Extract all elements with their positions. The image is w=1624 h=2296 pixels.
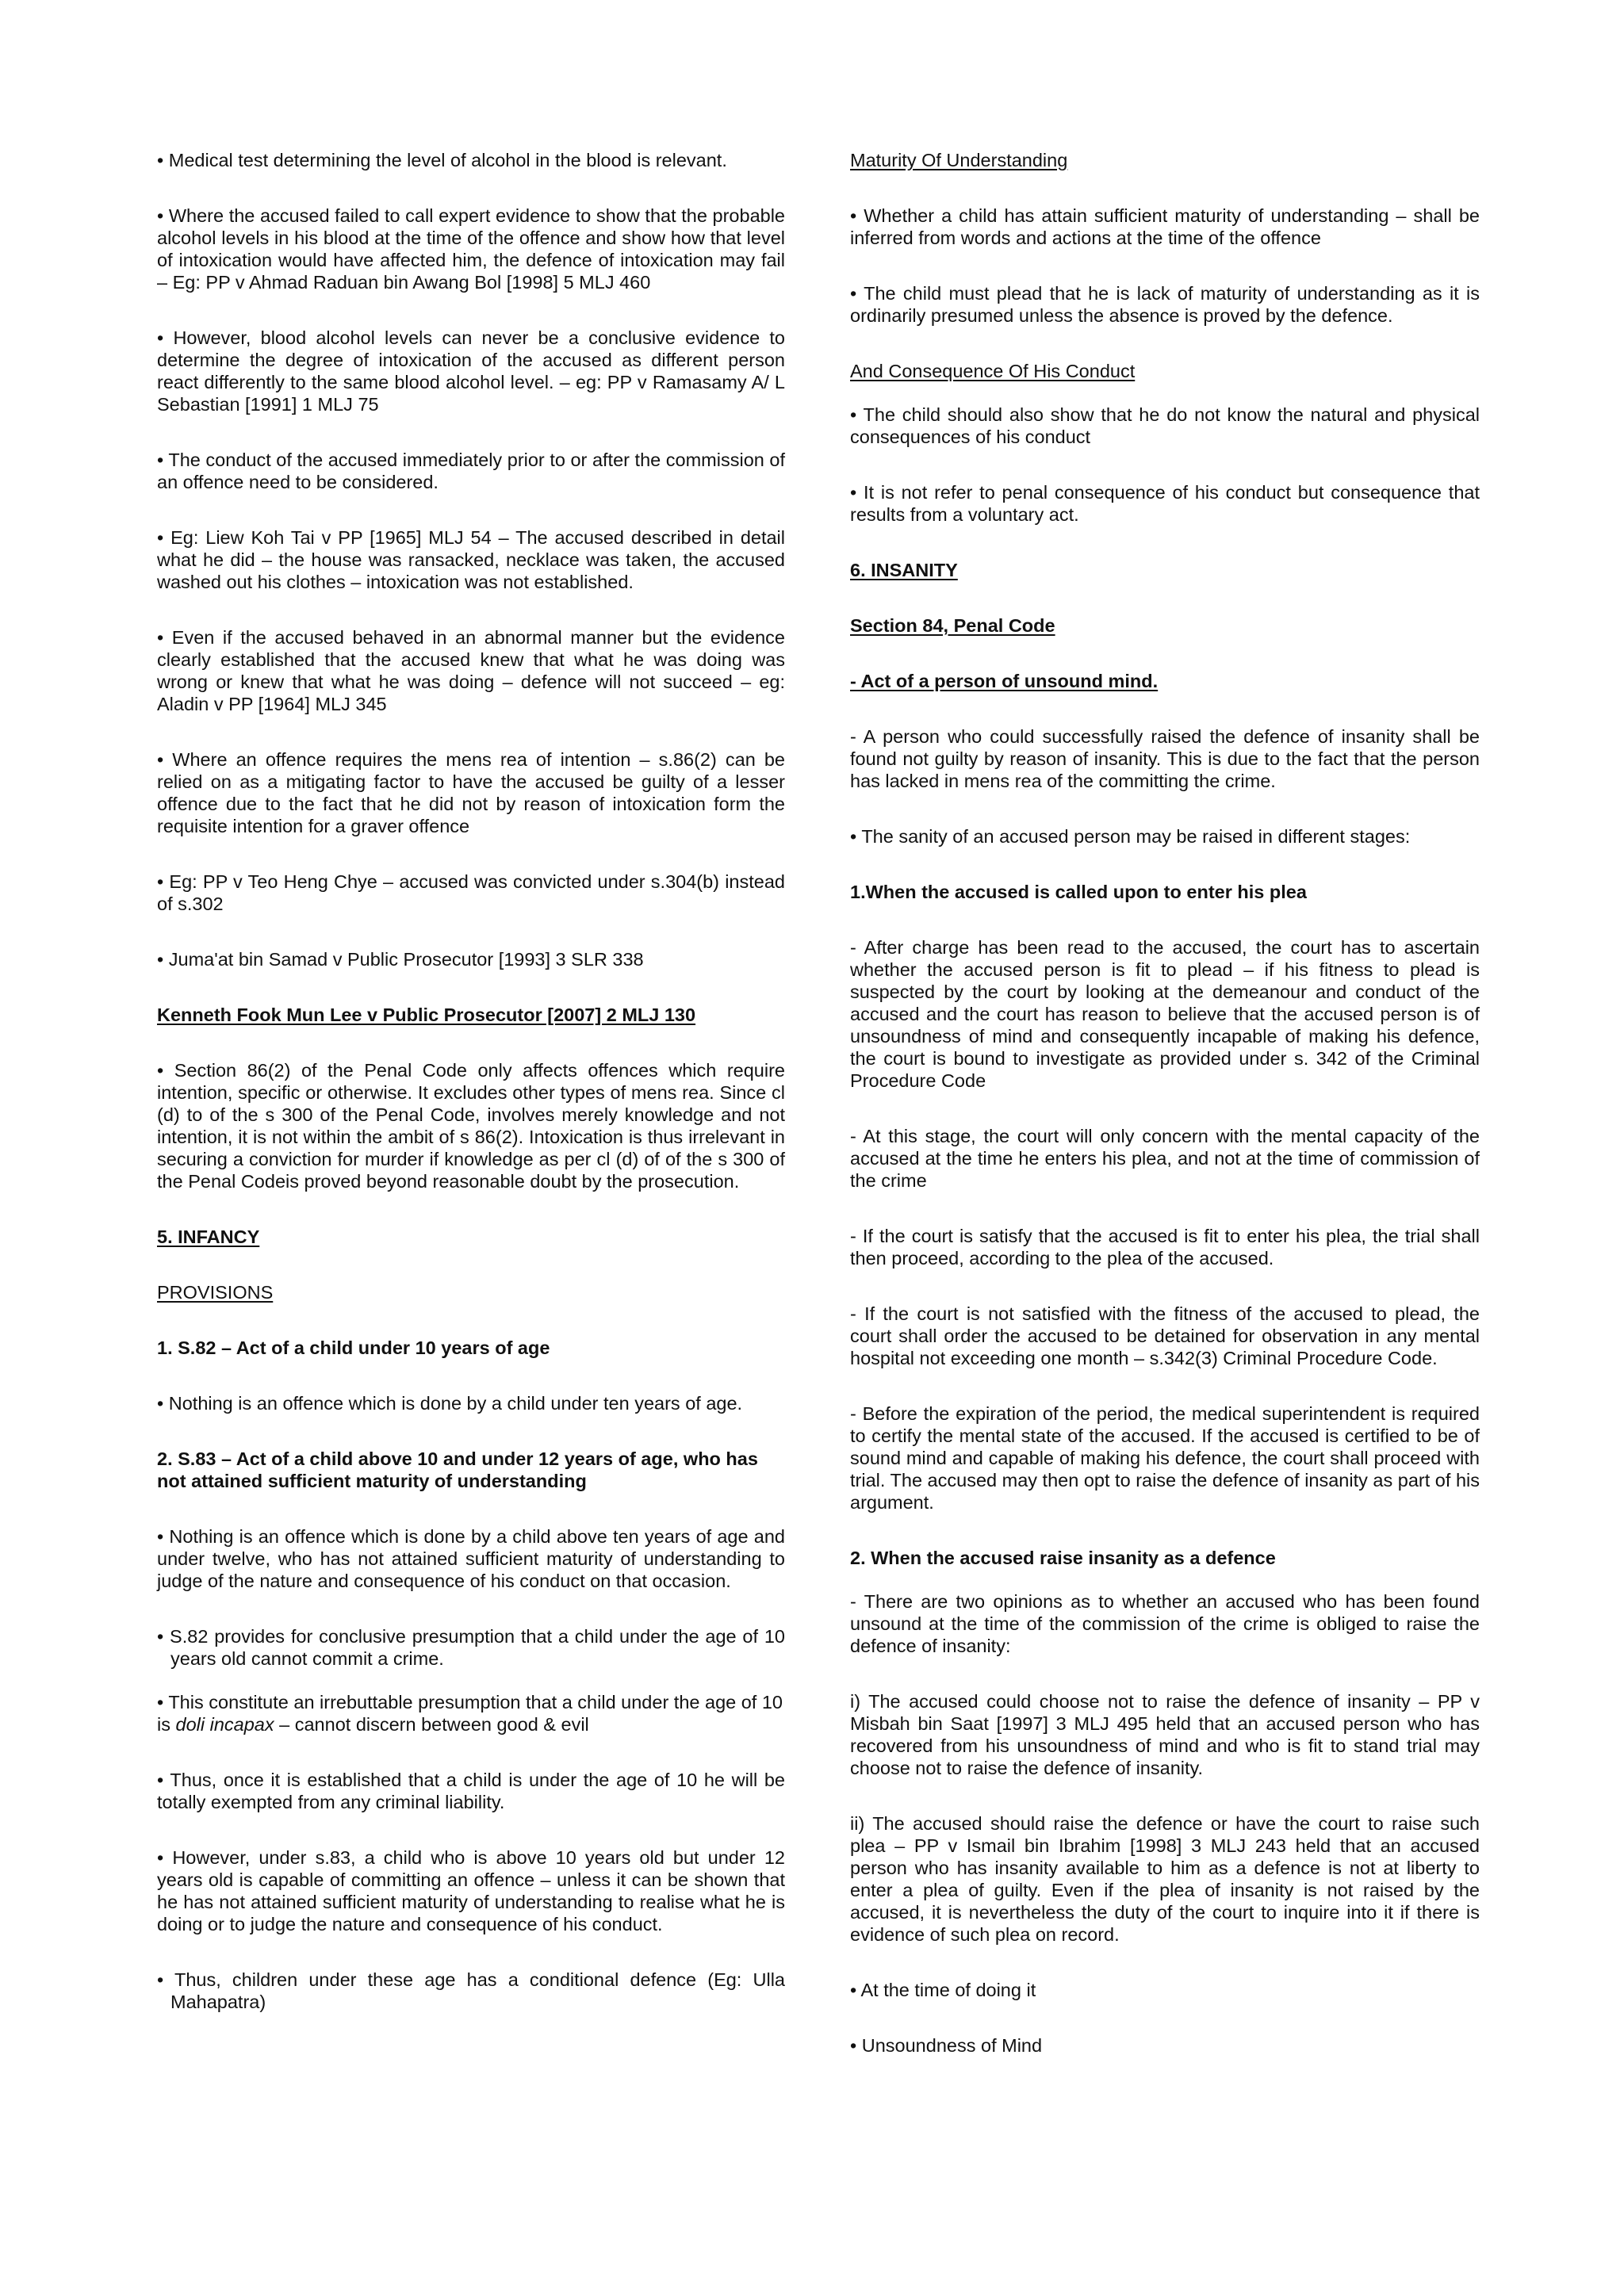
paragraph-whether-a-child-has-attain-sufficient-ma	[850, 205, 1480, 249]
text: 2. S.83 – Act of a child above 10 and under 12 years of age, who has not attained sufficient maturity of understanding	[157, 1448, 758, 1491]
text: PROVISIONS	[157, 1282, 274, 1303]
text: • Thus, once it is established that a child is under the age of 10 he will be totally exempted from any criminal liability.	[157, 1770, 785, 1812]
text: • Whether a child has attain sufficient maturity of understanding – shall be inferred from words and actions at the time of the offence	[850, 205, 1480, 248]
text: • It is not refer to penal consequence of his conduct but consequence that results from a voluntary act.	[850, 482, 1480, 525]
paragraph-thus-once-it-is-established-that-a-child	[157, 1769, 785, 1813]
paragraph-after-charge-has-been-read-to-the-accuse	[850, 936, 1480, 1092]
paragraph-nothing-is-an-offence-which-is-done-by-a	[157, 1392, 785, 1414]
text: i) The accused could choose not to raise the defence of insanity – PP v Misbah bin Saat [1997] 3 MLJ 495 held that an accused person who has recovered from his unsoundness of mind and who is fit to stand trial may choose not to raise the defence of insanity.	[850, 1691, 1480, 1778]
text: - After charge has been read to the accused, the court has to ascertain whether the accused person is fit to plead – if his fitness to plead is suspected by the court by looking at the demeanour and conduct of the accused and the court has reason to believe that the accused person is of unsoundness of mind and consequently incapable of making his defence, the court is bound to investigate as provided under s. 342 of the Criminal Procedure Code	[850, 937, 1480, 1091]
heading-section-84-penal-code	[850, 614, 1480, 637]
text: • Where an offence requires the mens rea of intention – s.86(2) can be relied on as a mitigating factor to have the accused be guilty of a lesser offence due to the fact that he did not by reason of intoxication form the requisite intention for a graver offence	[157, 749, 785, 836]
heading-2-s-83-act-of-a-child-above-10-and-under	[157, 1448, 785, 1492]
text: • Unsoundness of Mind	[850, 2035, 1043, 2056]
heading-6-insanity	[850, 559, 1480, 581]
left-column	[157, 149, 785, 2046]
text: • Medical test determining the level of alcohol in the blood is relevant.	[157, 150, 727, 170]
paragraph-the-child-should-also-show-that-he-do-no	[850, 404, 1480, 448]
text: • S.82 provides for conclusive presumption that a child under the age of 10 years old cannot commit a crime.	[157, 1626, 785, 1669]
text: • The sanity of an accused person may be raised in different stages:	[850, 826, 1411, 847]
text: • At the time of doing it	[850, 1980, 1036, 2000]
text: ii) The accused should raise the defence or have the court to raise such plea – PP v Ismail bin Ibrahim [1998] 3 MLJ 243 held that an accused person who has insanity available to him as a defence is not at liberty to enter a plea of guilty. Even if the plea of insanity is not raised by the accused, it is nevertheless the duty of the court to inquire into it if there is evidence of such plea on record.	[850, 1813, 1480, 1945]
text: • The child should also show that he do not know the natural and physical consequences of his conduct	[850, 404, 1480, 447]
paragraph-even-if-the-accused-behaved-in-an-abnorm	[157, 626, 785, 715]
text: • Eg: PP v Teo Heng Chye – accused was convicted under s.304(b) instead of s.302	[157, 871, 785, 914]
text: • Section 86(2) of the Penal Code only affects offences which require intention, specific or otherwise. It excludes other types of mens rea. Since cl (d) to of the s 300 of the Penal Code, involves merely knowledge and not intention, it is not within the ambit of s 86(2). Intoxication is thus irrelevant in securing a conviction for murder if knowledge as per cl (d) of of the s 300 of the Penal Codeis proved beyond reasonable doubt by the prosecution.	[157, 1060, 785, 1192]
heading-1-when-the-accused-is-called-upon-to-ent	[850, 881, 1480, 903]
paragraph-i-the-accused-could-choose-not-to-raise-	[850, 1690, 1480, 1779]
text: • Even if the accused behaved in an abnormal manner but the evidence clearly established that the accused knew that what he was doing was wrong or knew that what he was doing – defence will not succeed – eg: Aladin v PP [1964] MLJ 345	[157, 627, 785, 714]
paragraph-thus-children-under-these-age-has-a-cond	[157, 1969, 785, 2013]
text: - Act of a person of unsound mind.	[850, 671, 1159, 691]
paragraph-s-82-provides-for-conclusive-presumption	[157, 1625, 785, 1670]
paragraph-ii-the-accused-should-raise-the-defence-	[850, 1812, 1480, 1946]
paragraph-medical-test-determining-the-level-of-al	[157, 149, 785, 171]
paragraph-at-this-stage-the-court-will-only-concer	[850, 1125, 1480, 1192]
paragraph-at-the-time-of-doing-it	[850, 1979, 1480, 2001]
subheading-maturity-of-understanding	[850, 149, 1480, 171]
paragraph-the-child-must-plead-that-he-is-lack-of-	[850, 282, 1480, 327]
text: • Juma'at bin Samad v Public Prosecutor [1993] 3 SLR 338	[157, 949, 644, 970]
text: • The child must plead that he is lack of maturity of understanding as it is ordinarily presumed unless the absence is proved by the defence.	[850, 283, 1480, 326]
text: - If the court is satisfy that the accused is fit to enter his plea, the trial shall then proceed, according to the plea of the accused.	[850, 1226, 1480, 1269]
text: • Nothing is an offence which is done by a child under ten years of age.	[157, 1393, 743, 1414]
paragraph-nothing-is-an-offence-which-is-done-by-a	[157, 1525, 785, 1592]
text: • Thus, children under these age has a conditional defence (Eg: Ulla Mahapatra)	[157, 1969, 785, 2012]
doli-incapax-term: doli incapax	[175, 1714, 274, 1735]
subheading-and-consequence-of-his-conduct	[850, 360, 1480, 382]
text: • The conduct of the accused immediately prior to or after the commission of an offence need to be considered.	[157, 450, 785, 492]
paragraph-if-the-court-is-not-satisfied-with-the-f	[850, 1303, 1480, 1369]
text: - Before the expiration of the period, the medical superintendent is required to certify the mental state of the accused. If the accused is certified to be of sound mind and capable of making his defence, the court shall proceed with trial. The accused may then opt to raise the defence of insanity as part of his argument.	[850, 1403, 1480, 1513]
paragraph-a-person-who-could-successfully-raised-t	[850, 725, 1480, 792]
paragraph-there-are-two-opinions-as-to-whether-an-	[850, 1590, 1480, 1657]
text: 2. When the accused raise insanity as a defence	[850, 1548, 1276, 1568]
text: Maturity Of Understanding	[850, 150, 1068, 170]
heading-kenneth-fook-mun-lee-v-public-prosecutor	[157, 1004, 785, 1026]
text: - At this stage, the court will only concern with the mental capacity of the accused at the time he enters his plea, and not at the time of commission of the crime	[850, 1126, 1480, 1191]
text: 5. INFANCY	[157, 1226, 260, 1247]
text: Kenneth Fook Mun Lee v Public Prosecutor [2007] 2 MLJ 130	[157, 1004, 696, 1025]
doli-text-after: – cannot discern between good & evil	[274, 1714, 589, 1735]
right-column	[850, 149, 1480, 2090]
text: • Eg: Liew Koh Tai v PP [1965] MLJ 54 – The accused described in detail what he did – the house was ransacked, necklace was taken, the accused washed out his clothes – intoxication was not established.	[157, 527, 785, 592]
paragraph-eg-pp-v-teo-heng-chye-accused-was-convic	[157, 871, 785, 915]
text: - A person who could successfully raised the defence of insanity shall be found not guilty by reason of insanity. This is due to the fact that the person has lacked in mens rea of the committing the crime.	[850, 726, 1480, 791]
paragraph-where-an-offence-requires-the-mens-rea-o	[157, 748, 785, 837]
heading-5-infancy	[157, 1226, 785, 1248]
text: • However, blood alcohol levels can never be a conclusive evidence to determine the degree of intoxication of the accused as different person react differently to the same blood alcohol level. – eg: PP v Ramasamy A/ L Sebastian [1991] 1 MLJ 75	[157, 327, 785, 415]
paragraph-before-the-expiration-of-the-period-the-	[850, 1402, 1480, 1513]
paragraph-unsoundness-of-mind	[850, 2034, 1480, 2057]
doli-text-before: • This constitute an irrebuttable presumption that a child under the age of 10 is	[157, 1692, 783, 1735]
paragraph-eg-liew-koh-tai-v-pp-1965-mlj-54-the-acc	[157, 526, 785, 593]
heading-1-s-82-act-of-a-child-under-10-years-of-	[157, 1337, 785, 1359]
text: 6. INSANITY	[850, 560, 958, 580]
text: • However, under s.83, a child who is above 10 years old but under 12 years old is capable of committing an offence – unless it can be shown that he has not attained sufficient maturity of understanding to realise what he is doing or to judge the nature and consequence of his conduct.	[157, 1847, 785, 1934]
text: • Where the accused failed to call expert evidence to show that the probable alcohol levels in his blood at the time of the offence and show how that level of intoxication would have affected him, the defence of intoxication may fail – Eg: PP v Ahmad Raduan bin Awang Bol [1998] 5 MLJ 460	[157, 205, 785, 293]
text: 1.When the accused is called upon to enter his plea	[850, 882, 1307, 902]
subheading-provisions	[157, 1281, 785, 1303]
paragraph-the-conduct-of-the-accused-immediately-p	[157, 449, 785, 493]
text: • Nothing is an offence which is done by a child above ten years of age and under twelve, who has not attained sufficient maturity of understanding to judge of the nature and consequence of his conduct on that occasion.	[157, 1526, 785, 1591]
paragraph-it-is-not-refer-to-penal-consequence-of-	[850, 481, 1480, 526]
heading-act-of-a-person-of-unsound-mind	[850, 670, 1480, 692]
paragraph-if-the-court-is-satisfy-that-the-accused	[850, 1225, 1480, 1269]
text: 1. S.82 – Act of a child under 10 years of age	[157, 1337, 550, 1358]
text: Section 84, Penal Code	[850, 615, 1055, 636]
paragraph-juma-at-bin-samad-v-public-prosecutor-19	[157, 948, 785, 970]
text: - There are two opinions as to whether an accused who has been found unsound at the time of the commission of the crime is obliged to raise the defence of insanity:	[850, 1591, 1480, 1656]
paragraph-section-86-2-of-the-penal-code-only-affe	[157, 1059, 785, 1192]
text: And Consequence Of His Conduct	[850, 361, 1136, 381]
paragraph-this-constitute-an-irrebuttable-presumpt	[157, 1691, 785, 1735]
text: - If the court is not satisfied with the fitness of the accused to plead, the court shall order the accused to be detained for observation in any mental hospital not exceeding one month – s.342(3) Criminal Procedure Code.	[850, 1303, 1480, 1368]
heading-2-when-the-accused-raise-insanity-as-a-d	[850, 1547, 1480, 1569]
paragraph-the-sanity-of-an-accused-person-may-be-r	[850, 825, 1480, 848]
paragraph-however-under-s-83-a-child-who-is-above-	[157, 1846, 785, 1935]
paragraph-where-the-accused-failed-to-call-expert-	[157, 205, 785, 293]
paragraph-however-blood-alcohol-levels-can-never-b	[157, 327, 785, 415]
